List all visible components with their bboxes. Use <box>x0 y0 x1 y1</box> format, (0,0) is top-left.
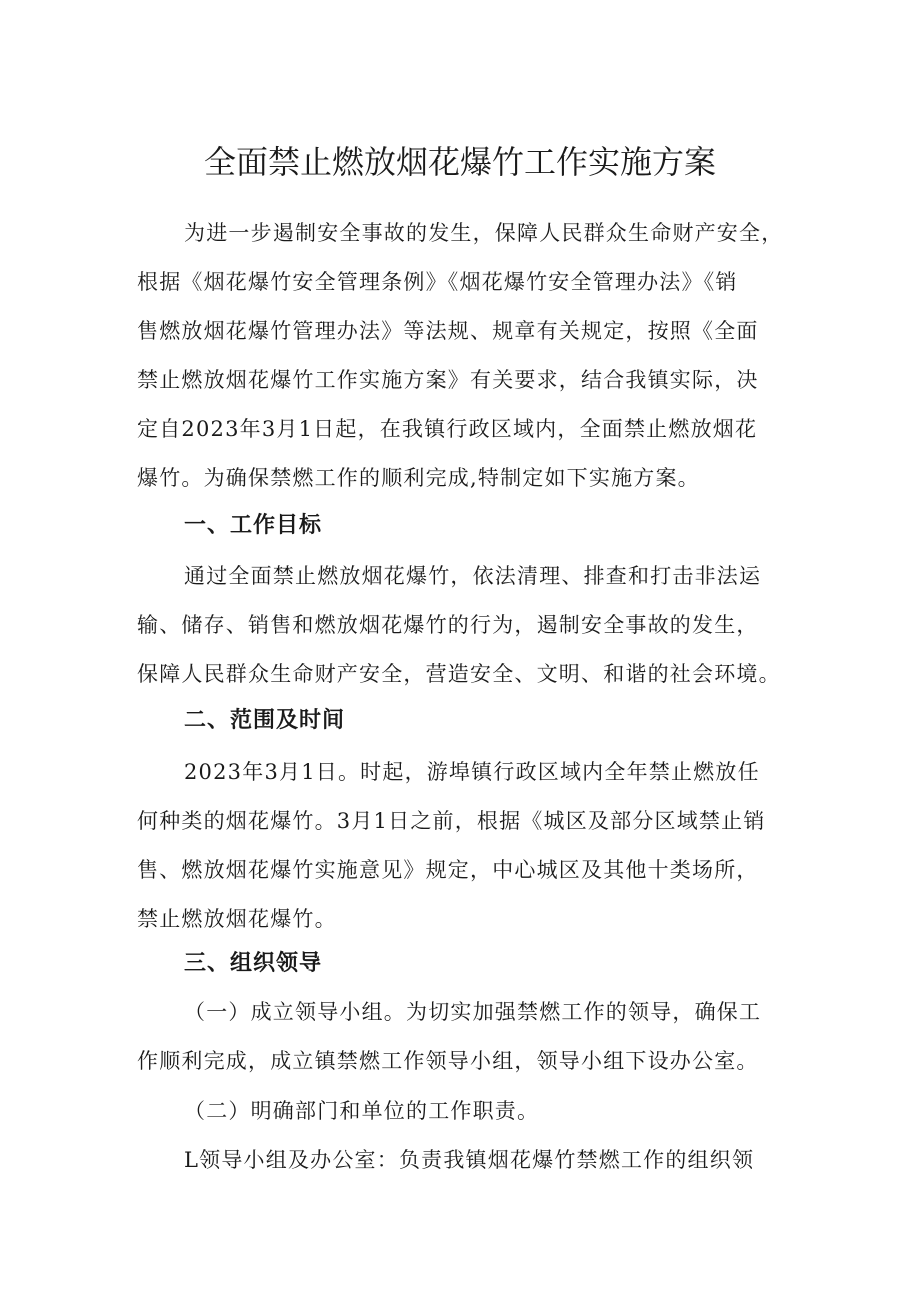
section-3-heading: 三、组织领导 <box>184 951 323 976</box>
intro-line-6: 爆竹。为确保禁燃工作的顺利完成,特制定如下实施方案。 <box>137 466 700 490</box>
document-title: 全面禁止燃放烟花爆竹工作实施方案 <box>203 143 716 181</box>
section-2-heading: 二、范围及时间 <box>184 708 346 733</box>
section-3-para-1-line-1: （一）成立领导小组。为切实加强禁燃工作的领导，确保工 <box>184 1000 762 1024</box>
intro-line-5: 定自2023年3月1日起，在我镇行政区域内，全面禁止燃放烟花 <box>137 417 758 441</box>
section-2-line-2: 何种类的烟花爆竹。3月1日之前，根据《城区及部分区域禁止销 <box>137 809 766 833</box>
intro-line-2: 根据《烟花爆竹安全管理条例》《烟花爆竹安全管理办法》《销 <box>137 270 738 294</box>
section-2-line-1: 2023年3月1日。时起，游埠镇行政区域内全年禁止燃放任 <box>184 760 760 784</box>
section-1-line-1: 通过全面禁止燃放烟花爆竹，依法清理、排查和打击非法运 <box>184 564 762 588</box>
section-3-para-3: L领导小组及办公室：负责我镇烟花爆竹禁燃工作的组织领 <box>184 1148 755 1172</box>
section-3-para-2: （二）明确部门和单位的工作职责。 <box>184 1099 540 1123</box>
section-2-line-4: 禁止燃放烟花爆竹。 <box>137 907 337 931</box>
section-1-line-2: 输、储存、销售和燃放烟花爆竹的行为，遏制安全事故的发生， <box>137 613 759 637</box>
section-3-para-1-line-2: 作顺利完成，成立镇禁燃工作领导小组，领导小组下设办公室。 <box>137 1049 759 1073</box>
section-2-line-3: 售、燃放烟花爆竹实施意见》规定，中心城区及其他十类场所， <box>137 858 759 882</box>
intro-line-4: 禁止燃放烟花爆竹工作实施方案》有关要求，结合我镇实际，决 <box>137 368 759 392</box>
intro-line-1: 为进一步遏制安全事故的发生，保障人民群众生命财产安全， <box>184 221 784 245</box>
section-1-heading: 一、工作目标 <box>184 513 323 538</box>
section-1-line-3: 保障人民群众生命财产安全，营造安全、文明、和谐的社会环境。 <box>137 662 781 686</box>
intro-line-3: 售燃放烟花爆竹管理办法》等法规、规章有关规定，按照《全面 <box>137 319 759 343</box>
